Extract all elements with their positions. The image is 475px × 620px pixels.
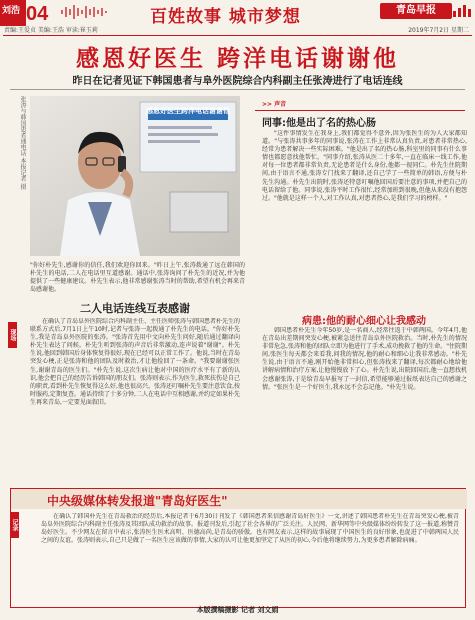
section-tag-record: 记录 [10,512,19,538]
headline: 感恩好医生 跨洋电话谢谢他 [75,46,399,72]
byline: 本版撰稿摄影 记者 刘文娟 [196,606,279,614]
section-body-patient [262,327,467,485]
page-number: 04 [26,3,49,25]
section-title-call: 二人电话连线互表感谢 [80,302,190,315]
page-editor-label: 刘浩 [2,6,21,16]
section-paragraph: 韩国患者朴先生今年50岁,是一名商人,经常往返于中韩两国。今年4月,他在青岛出差期间突发心梗,被紧急送往青岛阜外医院救治。当时,朴先生的情况非常危急,张涛和他的团队立即为他进行了手术,成功挽救了他的生命。"住院期间,张医生每天都会来看我,问我的情况,他的耐心和细心让我非常感动。"朴先生说,由于语言不通,刚开始他非常担心,但张涛找来了翻译,每次都耐心地给他讲解病情和治疗方案,让他慢慢放下了心。朴先生说,出院回国后,他一直想找机会感谢张涛,于是给青岛早报写了一封信,希望能够通过报纸表达自己的感谢之情。"张医生是一个好医生,我永远不会忘记他。"朴先生说。 [262,327,467,391]
voice-label: 声音 [274,101,287,108]
section-body-colleague [262,130,467,308]
title-rule [10,89,465,90]
section-paragraph: "这件事情发生在我身上,我们都觉得不意外,因为张医生的为人大家都知道。"与张涛共事多年的同事说,张涛在工作上非常认真负责,对患者非常热心,经常为患者解决一些实际困难。"他是出了名的热心肠,科室里的同事有什么事情也都愿意找他帮忙。"同事介绍,张涛从医二十多年,一直在临床一线工作,他对每一位患者都非常负责,无论患者是什么身份,他都一视同仁。朴先生住院期间,由于语言不通,张涛专门找来了翻译,还自己学了一些简单的韩语,方便与朴先生沟通。朴先生出院时,张涛还特意叮嘱他回国后要注意的事项,并把自己的电话留给了他。同事说,张涛平时工作很忙,经常加班到很晚,但他从来没有抱怨过。"他就是这样一个人,对工作认真,对患者热心,是我们学习的榜样。" [262,130,467,202]
media-box [10,488,466,608]
header-rule [3,35,472,36]
newspaper-logo: 青岛早报 [380,3,452,19]
photo-caption: "你好朴先生,感谢你的信任,我们欢迎你回来。"昨日上午,张涛拨通了远在韩国的朴先生的电话,二人在电话里互道感谢。通话中,张涛询问了朴先生的近况,并为他提供了一些健康建议。朴先生表示,他非常感谢张涛当时的帮助,希望有机会再来青岛感谢他。 [30,262,245,293]
photo-vertical-caption: 张涛与韩国患者通电话 本报记者 摄 [19,96,26,190]
section-tag-scene: 现场 [8,322,17,348]
doctor-photo [30,96,240,256]
media-box-body [41,513,459,601]
section-title-patient: 病患:他的耐心细心让我感动 [302,316,426,327]
section-title-colleague: 同事:他是出了名的热心肠 [262,118,376,129]
editor-credits: 责编:王爱贞 美编:王浩 审读:崔玉莉 [4,27,98,34]
decorative-bars-icon [452,5,472,17]
sound-wave-icon [60,4,108,20]
issue-date: 2019年7月2日 星期二 [408,27,469,34]
voice-heading: >> 声音 [262,101,287,108]
media-paragraph: 在确认了韩国朴先生在青岛救治的经历后,本报记者于6月30日刊发了《韩国患者来信感谢青岛好医生》一文,讲述了韩国患者朴先生在青岛突发心梗,被青岛阜外医院综合内科副主任张涛及其团队成功救治的故事。报道刊发后,引起了社会各界的广泛关注。人民网、新华网等中央级媒体纷纷转发了这一报道,称赞青岛好医生。不少网友在留言中表示,张涛医生医术高明、医德高尚,是青岛的骄傲。也有网友表示,这样的故事展现了中国医生的良好形象,也促进了中韩两国人民之间的友谊。张涛则表示,自己只是做了一名医生应该做的事情,大家的认可让他更加坚定了从医的初心,今后他将继续努力,为更多患者解除病痛。 [41,513,459,545]
column-title: 百姓故事 城市梦想 [150,7,301,27]
section-body-call [30,318,240,480]
section-paragraph: 在确认了青岛阜外医院综合内科副主任、主任医师张涛与韩国患者朴先生的联系方式后,7月1日上午10时,记者与张涛一起拨通了朴先生的电话。"你好朴先生,我是青岛阜外医院的张涛。"张涛首先用中文向朴先生问好,随后通过翻译向朴先生表达了问候。朴先生听到张涛的声音后非常激动,连声说着"谢谢"。朴先生说,他回到韩国后身体恢复得很好,现在已经可以正常工作了。他说,当时在青岛突发心梗,正是张涛和他的团队及时救治,才让他捡回了一条命。"我要谢谢张医生,谢谢青岛的医生们。"朴先生说,这次生病让他对中国的医疗水平有了新的认识,他会把自己的经历告诉韩国的朋友们。张涛则表示,作为医生,救死扶伤是自己的职责,看到朴先生恢复得这么好,他也很高兴。张涛还叮嘱朴先生要注意饮食,按时服药,定期复查。通话持续了十多分钟,二人在电话中互相感谢,并约定如果朴先生再来青岛,一定要见面叙旧。 [30,318,240,406]
media-box-title: 中央级媒体转发报道"青岛好医生" [47,494,228,508]
page-meta [0,25,475,35]
photo-screen-text: 感恩好医生跨洋电话谢谢他 [146,107,230,115]
page-marker [0,0,26,26]
side-rule [255,110,465,111]
subheadline: 昨日在记者见证下韩国患者与阜外医院综合内科副主任张涛进行了电话连线 [72,76,403,87]
